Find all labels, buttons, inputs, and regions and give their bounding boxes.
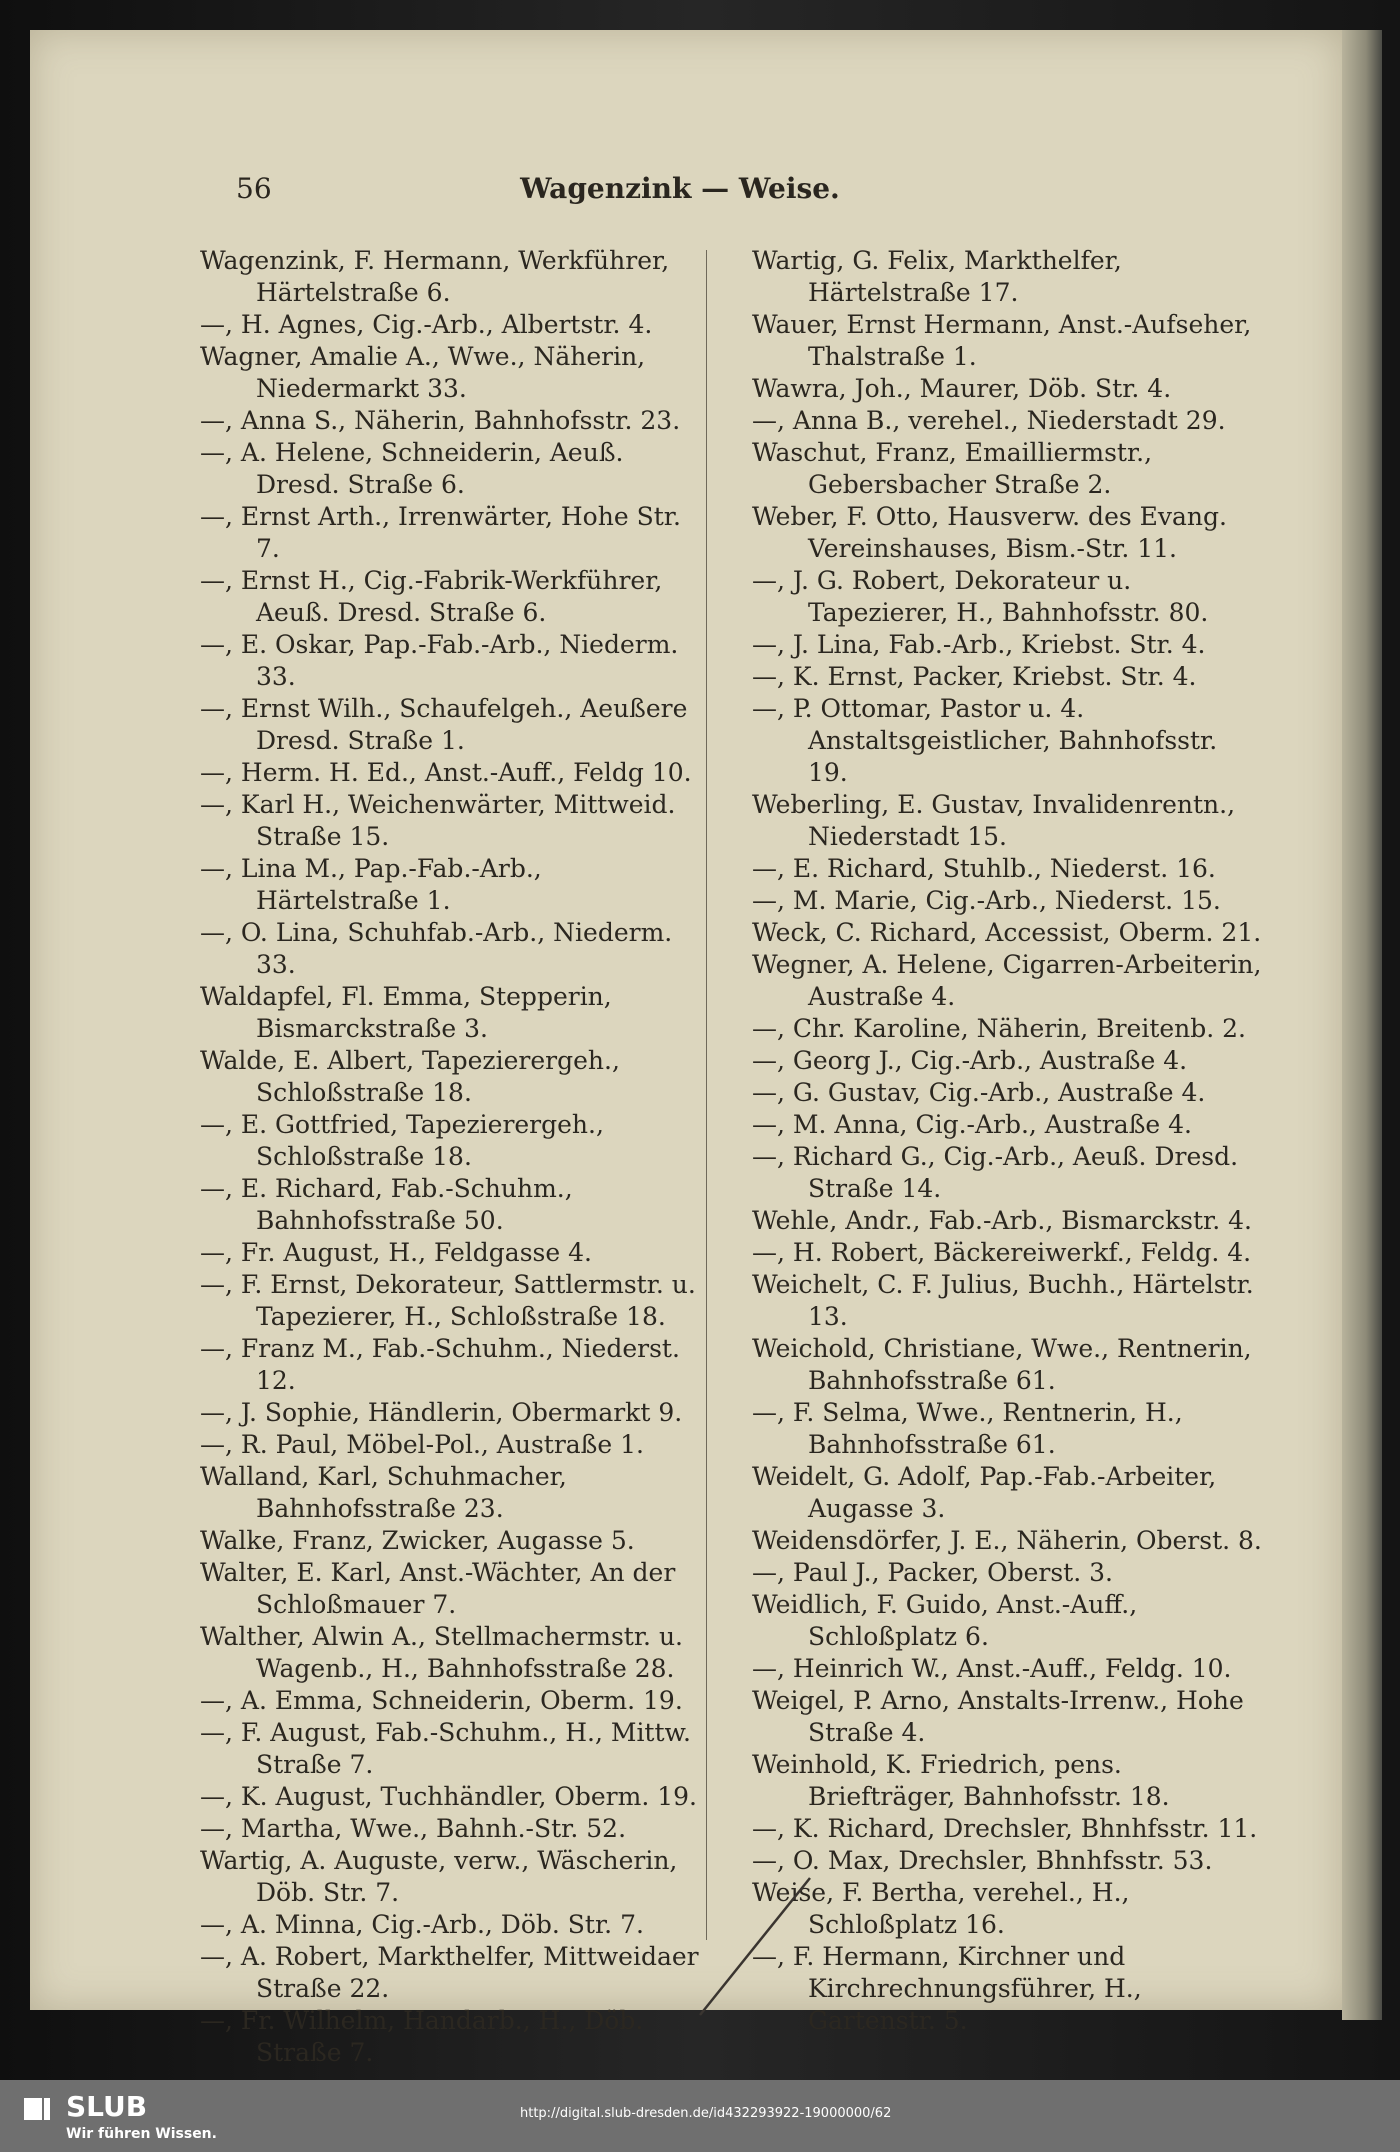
directory-entry: —, K. Ernst, Packer, Kriebst. Str. 4.	[752, 662, 1197, 691]
directory-entry: Wartig, G. Felix, Markthelfer, Härtelstraße 17.	[752, 246, 1122, 307]
directory-entry: Walke, Franz, Zwicker, Augasse 5.	[200, 1526, 635, 1555]
logo-name: SLUB	[66, 2090, 148, 2123]
directory-entry: Weber, F. Otto, Hausverw. des Evang. Vereinshauses, Bism.-Str. 11.	[752, 502, 1227, 563]
directory-entry: —, Fr. August, H., Feldgasse 4.	[200, 1238, 592, 1267]
directory-entry: Walter, E. Karl, Anst.-Wächter, An der Schloßmauer 7.	[200, 1558, 676, 1619]
directory-column-right	[752, 245, 1262, 2037]
directory-entry: Waschut, Franz, Emailliermstr., Gebersbacher Straße 2.	[752, 438, 1153, 499]
directory-entry: —, F. Hermann, Kirchner und Kirchrechnungsführer, H., Gartenstr. 5.	[752, 1942, 1142, 2035]
directory-entry: —, A. Minna, Cig.-Arb., Döb. Str. 7.	[200, 1910, 644, 1939]
directory-entry: Wauer, Ernst Hermann, Anst.-Aufseher, Thalstraße 1.	[752, 310, 1252, 371]
directory-entry: —, Ernst Arth., Irrenwärter, Hohe Str. 7.	[200, 502, 681, 563]
directory-entry: —, O. Max, Drechsler, Bhnhfsstr. 53.	[752, 1846, 1213, 1875]
directory-entry: —, Martha, Wwe., Bahnh.-Str. 52.	[200, 1814, 627, 1843]
directory-entry: Weidlich, F. Guido, Anst.-Auff., Schloßplatz 6.	[752, 1590, 1138, 1651]
directory-entry: Waldapfel, Fl. Emma, Stepperin, Bismarckstraße 3.	[200, 982, 612, 1043]
directory-entry: Wehle, Andr., Fab.-Arb., Bismarckstr. 4.	[752, 1206, 1252, 1235]
directory-entry: —, A. Helene, Schneiderin, Aeuß. Dresd. Straße 6.	[200, 438, 624, 499]
directory-entry: Weinhold, K. Friedrich, pens. Briefträger, Bahnhofsstr. 18.	[752, 1750, 1170, 1811]
directory-entry: Wagenzink, F. Hermann, Werkführer, Härtelstraße 6.	[200, 246, 670, 307]
directory-entry: —, A. Robert, Markthelfer, Mittweidaer Straße 22.	[200, 1942, 699, 2003]
directory-entry: —, K. Richard, Drechsler, Bhnhfsstr. 11.	[752, 1814, 1258, 1843]
page-edge	[1342, 30, 1382, 2020]
directory-entry: —, Fr. Wilhelm, Handarb., H., Döb. Straße 7.	[200, 2006, 644, 2067]
directory-entry: —, Heinrich W., Anst.-Auff., Feldg. 10.	[752, 1654, 1232, 1683]
directory-entry: Wagner, Amalie A., Wwe., Näherin, Niedermarkt 33.	[200, 342, 646, 403]
directory-entry: Weichelt, C. F. Julius, Buchh., Härtelstr. 13.	[752, 1270, 1254, 1331]
directory-entry: —, M. Marie, Cig.-Arb., Niederst. 15.	[752, 886, 1221, 915]
directory-entry: —, Anna B., verehel., Niederstadt 29.	[752, 406, 1226, 435]
directory-column-left	[200, 245, 710, 2069]
directory-entry: —, Richard G., Cig.-Arb., Aeuß. Dresd. Straße 14.	[752, 1142, 1239, 1203]
directory-entry: —, A. Emma, Schneiderin, Oberm. 19.	[200, 1686, 683, 1715]
directory-entry: —, E. Gottfried, Tapezierergeh., Schloßstraße 18.	[200, 1110, 604, 1171]
directory-entry: Weidensdörfer, J. E., Näherin, Oberst. 8.	[752, 1526, 1262, 1555]
directory-entry: —, K. August, Tuchhändler, Oberm. 19.	[200, 1782, 697, 1811]
directory-entry: —, F. Selma, Wwe., Rentnerin, H., Bahnhofsstraße 61.	[752, 1398, 1183, 1459]
directory-entry: —, F. August, Fab.-Schuhm., H., Mittw. Straße 7.	[200, 1718, 691, 1779]
directory-entry: —, Karl H., Weichenwärter, Mittweid. Straße 15.	[200, 790, 676, 851]
directory-entry: —, M. Anna, Cig.-Arb., Austraße 4.	[752, 1110, 1192, 1139]
directory-entry: —, Ernst Wilh., Schaufelgeh., Aeußere Dresd. Straße 1.	[200, 694, 688, 755]
viewer-footer	[0, 2080, 1400, 2152]
book-page	[30, 30, 1342, 2067]
directory-entry: —, O. Lina, Schuhfab.-Arb., Niederm. 33.	[200, 918, 673, 979]
directory-entry: —, H. Agnes, Cig.-Arb., Albertstr. 4.	[200, 310, 653, 339]
directory-entry: —, H. Robert, Bäckereiwerkf., Feldg. 4.	[752, 1238, 1252, 1267]
directory-entry: —, Paul J., Packer, Oberst. 3.	[752, 1558, 1113, 1587]
directory-entry: Wartig, A. Auguste, verw., Wäscherin, Döb. Str. 7.	[200, 1846, 678, 1907]
column-divider	[706, 250, 707, 1940]
directory-entry: —, P. Ottomar, Pastor u. 4. Anstaltsgeistlicher, Bahnhofsstr. 19.	[752, 694, 1218, 787]
directory-entry: Weberling, E. Gustav, Invalidenrentn., Niederstadt 15.	[752, 790, 1236, 851]
directory-entry: —, Georg J., Cig.-Arb., Austraße 4.	[752, 1046, 1188, 1075]
directory-entry: —, G. Gustav, Cig.-Arb., Austraße 4.	[752, 1078, 1206, 1107]
directory-entry: —, J. Sophie, Händlerin, Obermarkt 9.	[200, 1398, 683, 1427]
source-url-link[interactable]: http://digital.slub-dresden.de/id432293922-19000000/62	[520, 2106, 892, 2121]
directory-entry: —, Ernst H., Cig.-Fabrik-Werkführer, Aeuß. Dresd. Straße 6.	[200, 566, 663, 627]
directory-entry: Walland, Karl, Schuhmacher, Bahnhofsstraße 23.	[200, 1462, 567, 1523]
directory-entry: Weise, F. Bertha, verehel., H., Schloßplatz 16.	[752, 1878, 1130, 1939]
directory-entry: Wawra, Joh., Maurer, Döb. Str. 4.	[752, 374, 1172, 403]
page-number: 56	[236, 172, 272, 205]
page-header	[30, 172, 1342, 212]
directory-entry: —, E. Richard, Stuhlb., Niederst. 16.	[752, 854, 1216, 883]
directory-entry: —, J. G. Robert, Dekorateur u. Tapezierer, H., Bahnhofsstr. 80.	[752, 566, 1209, 627]
directory-entry: Weigel, P. Arno, Anstalts-Irrenw., Hohe Straße 4.	[752, 1686, 1244, 1747]
directory-entry: —, Lina M., Pap.-Fab.-Arb., Härtelstraße 1.	[200, 854, 542, 915]
directory-entry: —, Anna S., Näherin, Bahnhofsstr. 23.	[200, 406, 681, 435]
directory-entry: —, E. Oskar, Pap.-Fab.-Arb., Niederm. 33.	[200, 630, 679, 691]
directory-entry: Wegner, A. Helene, Cigarren-Arbeiterin, Austraße 4.	[752, 950, 1262, 1011]
directory-entry: —, Franz M., Fab.-Schuhm., Niederst. 12.	[200, 1334, 680, 1395]
logo-tagline: Wir führen Wissen.	[66, 2126, 217, 2142]
directory-entry: Walther, Alwin A., Stellmachermstr. u. Wagenb., H., Bahnhofsstraße 28.	[200, 1622, 683, 1683]
pencil-mark	[690, 1870, 840, 2020]
directory-entry: —, E. Richard, Fab.-Schuhm., Bahnhofsstraße 50.	[200, 1174, 573, 1235]
directory-entry: Weidelt, G. Adolf, Pap.-Fab.-Arbeiter, Augasse 3.	[752, 1462, 1217, 1523]
directory-entry: Weichold, Christiane, Wwe., Rentnerin, Bahnhofsstraße 61.	[752, 1334, 1252, 1395]
directory-entry: Weck, C. Richard, Accessist, Oberm. 21.	[752, 918, 1262, 947]
directory-entry: —, R. Paul, Möbel-Pol., Austraße 1.	[200, 1430, 644, 1459]
directory-entry: —, J. Lina, Fab.-Arb., Kriebst. Str. 4.	[752, 630, 1206, 659]
running-head: Wagenzink — Weise.	[520, 172, 840, 205]
directory-entry: —, F. Ernst, Dekorateur, Sattlermstr. u. Tapezierer, H., Schloßstraße 18.	[200, 1270, 696, 1331]
directory-entry: Walde, E. Albert, Tapezierergeh., Schloßstraße 18.	[200, 1046, 620, 1107]
directory-entry: —, Herm. H. Ed., Anst.-Auff., Feldg 10.	[200, 758, 692, 787]
directory-entry: —, Chr. Karoline, Näherin, Breitenb. 2.	[752, 1014, 1247, 1043]
slub-logo-icon	[22, 2094, 52, 2124]
